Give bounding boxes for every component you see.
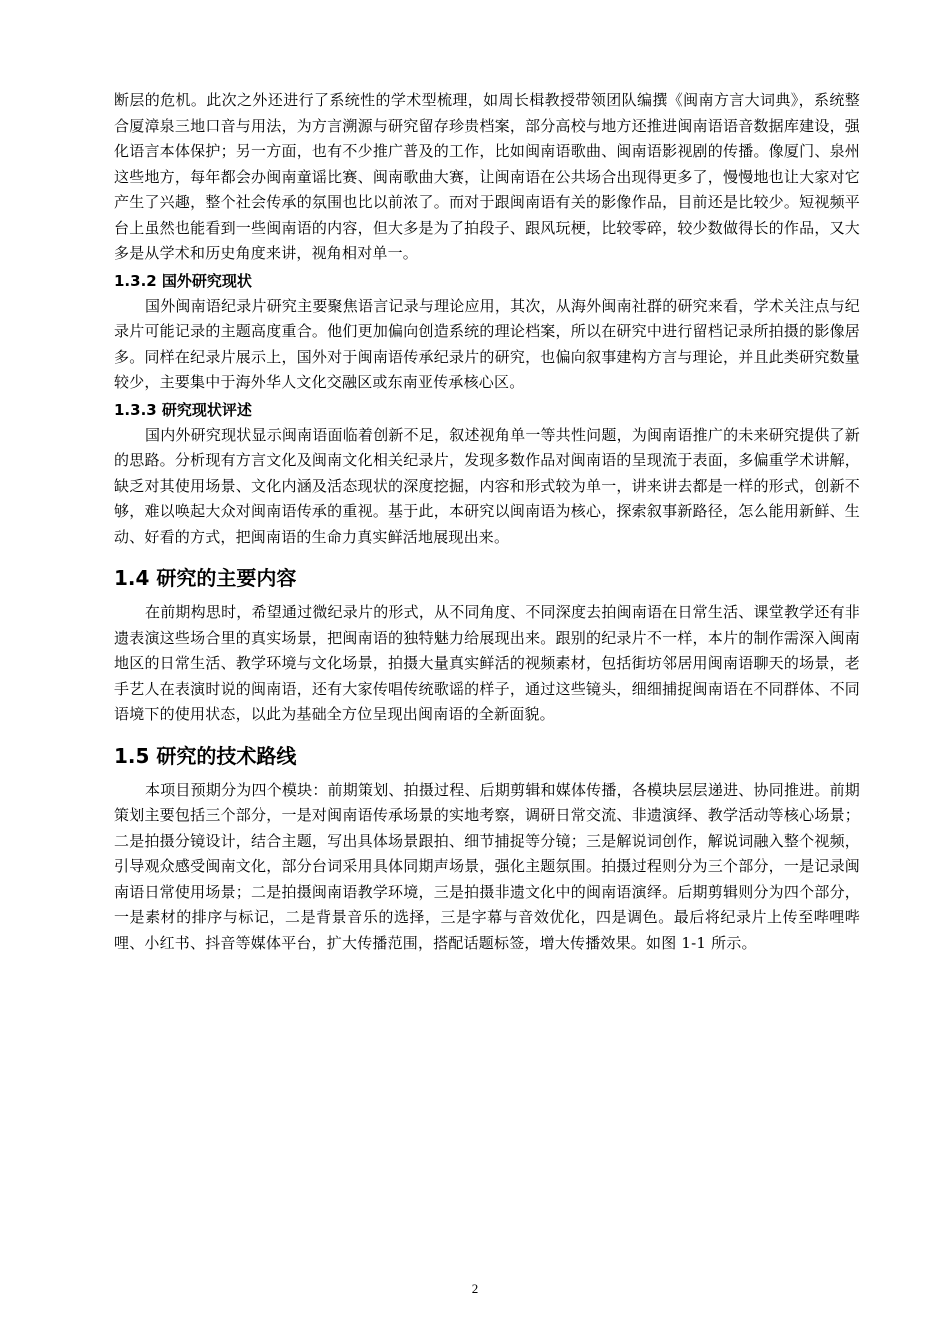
page-number: 2 <box>471 1281 479 1296</box>
paragraph-technical-route: 本项目预期分为四个模块：前期策划、拍摄过程、后期剪辑和媒体传播，各模块层层递进、协同推进。前期策划主要包括三个部分，一是对闽南语传承场景的实地考察，调研日常交流、非遗演绎、教学活动等核心场景；二是拍摄分镜设计，结合主题，写出具体场景跟拍、细节捕捉等分镜；三是解说词创作，解说词融入整个视频，引导观众感受闽南文化，部分台词采用具体同期声场景，强化主题氛围。拍摄过程则分为三个部分，一是记录闽南语日常使用场景；二是拍摄闽南语教学环境，三是拍摄非遗文化中的闽南语演绎。后期剪辑则分为四个部分，一是素材的排序与标记，二是背景音乐的选择，三是字幕与音效优化，四是调色。最后将纪录片上传至哔哩哔哩、小红书、抖音等媒体平台，扩大传播范围，搭配话题标签，增大传播效果。如图 1-1 所示。 <box>114 780 860 952</box>
heading-1-3-2: 1.3.2 国外研究现状 <box>114 271 252 290</box>
paragraph-foreign-research: 国外闽南语纪录片研究主要聚焦语言记录与理论应用，其次，从海外闽南社群的研究来看，学术关注点与纪录片可能记录的主题高度重合。他们更加偏向创造系统的理论档案，所以在研究中进行留档记录所拍摄的影像居多。同样在纪录片展示上，国外对于闽南语传承纪录片的研究，也偏向叙事建构方言与理论，并且此类研究数量较少，主要集中于海外华人文化交融区或东南亚传承核心区。 <box>114 296 860 391</box>
heading-1-4: 1.4 研究的主要内容 <box>114 566 297 590</box>
heading-1-3-3: 1.3.3 研究现状评述 <box>114 400 252 419</box>
document-body <box>114 88 860 956</box>
paragraph-main-content: 在前期构思时，希望通过微纪录片的形式，从不同角度、不同深度去拍闽南语在日常生活、课堂教学还有非遗表演这些场合里的真实场景，把闽南语的独特魅力给展现出来。跟别的纪录片不一样，本片的制作需深入闽南地区的日常生活、教学环境与文化场景，拍摄大量真实鲜活的视频素材，包括街坊邻居用闽南语聊天的场景，老手艺人在表演时说的闽南语，还有大家传唱传统歌谣的样子，通过这些镜头，细细捕捉闽南语在不同群体、不同语境下的使用状态，以此为基础全方位呈现出闽南语的全新面貌。 <box>114 603 860 723</box>
paragraph-research-review: 国内外研究现状显示闽南语面临着创新不足，叙述视角单一等共性问题，为闽南语推广的未来研究提供了新的思路。分析现有方言文化及闽南文化相关纪录片，发现多数作品对闽南语的呈现流于表面，多偏重学术讲解，缺乏对其使用场景、文化内涵及活态现状的深度挖掘，内容和形式较为单一，讲来讲去都是一样的形式，创新不够，难以唤起大众对闽南语传承的重视。基于此，本研究以闽南语为核心，探索叙事新路径，怎么能用新鲜、生动、好看的方式，把闽南语的生命力真实鲜活地展现出来。 <box>114 425 860 546</box>
paragraph-continuation: 断层的危机。此次之外还进行了系统性的学术型梳理，如周长楫教授带领团队编撰《闽南方言大词典》，系统整合厦漳泉三地口音与用法，为方言溯源与研究留存珍贵档案，部分高校与地方还推进闽南语语音数据库建设，强化语言本体保护；另一方面，也有不少推广普及的工作，比如闽南语歌曲、闽南语影视剧的传播。像厦门、泉州这些地方，每年都会办闽南童谣比赛、闽南歌曲大赛，让闽南语在公共场合出现得更多了，慢慢地也让大家对它产生了兴趣，整个社会传承的氛围也比以前浓了。而对于跟闽南语有关的影像作品，目前还是比较少。短视频平台上虽然也能看到一些闽南语的内容，但大多是为了拍段子、跟风玩梗，比较零碎，较少数做得长的作品，又大多是从学术和历史角度来讲，视角相对单一。 <box>114 91 860 262</box>
heading-1-5: 1.5 研究的技术路线 <box>114 743 297 768</box>
